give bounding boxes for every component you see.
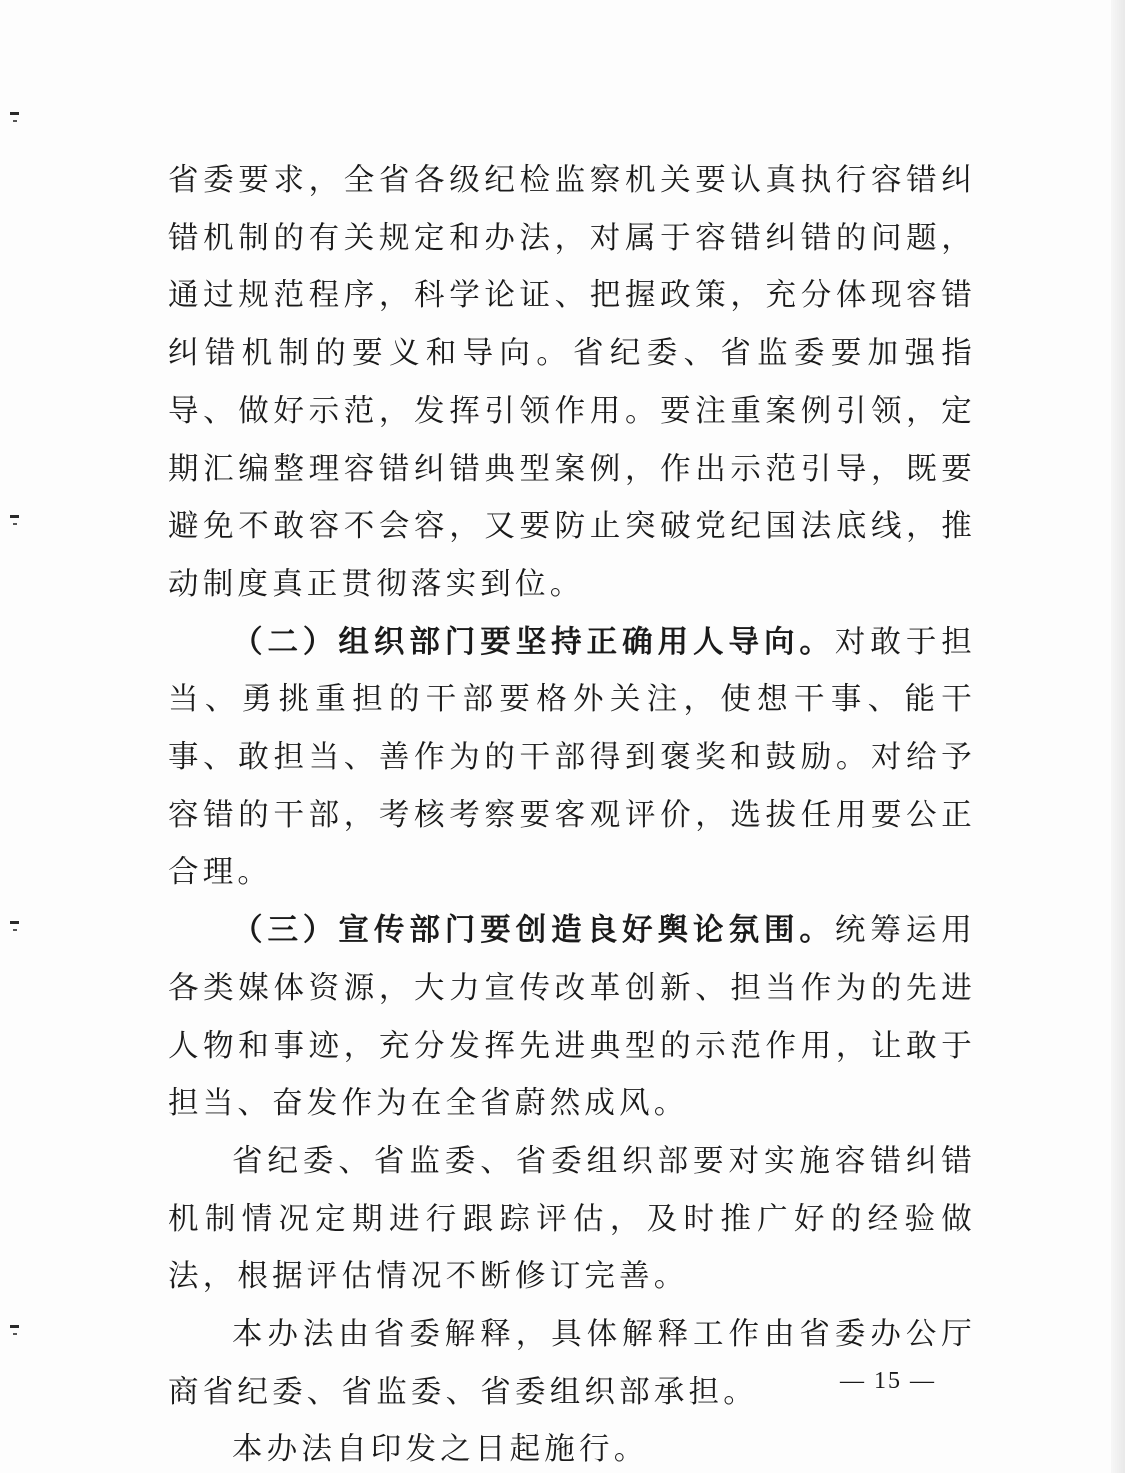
paragraph-text: 对敢于担当、勇挑重担的干部要格外关注，使想干事、能干事、敢担当、善作为的干部得到褒奖和鼓励。对给予容错的干部，考核考察要客观评价，选拔任用要公正合理。 [168,624,976,891]
paragraph-text: 统筹运用各类媒体资源，大力宣传改革创新、担当作为的先进人物和事迹，充分发挥先进典型的示范作用，让敢于担当、奋发作为在全省蔚然成风。 [168,913,976,1122]
page-number: — 15 — [840,1368,936,1394]
paragraph-continuation [168,152,976,614]
paragraph-interpretation [168,1306,976,1421]
paragraph-text: 本办法自印发之日起施行。 [232,1432,649,1468]
paragraph-organization-dept [168,614,976,903]
section-heading: （三）宣传部门要创造良好舆论氛围。 [232,913,835,949]
paragraph-text: 省纪委、省监委、省委组织部要对实施容错纠错机制情况定期进行跟踪评估，及时推广好的经验做法，根据评估情况不断修订完善。 [168,1143,976,1295]
binding-hole-mark [10,112,19,124]
section-heading: （二）组织部门要坚持正确用人导向。 [232,624,835,660]
binding-hole-mark [10,515,19,527]
paragraph-text: 省委要求，全省各级纪检监察机关要认真执行容错纠错机制的有关规定和办法，对属于容错纠错的问题，通过规范程序，科学论证、把握政策，充分体现容错纠错机制的要义和导向。省纪委、省监委要加强指导、做好示范，发挥引领作用。要注重案例引领，定期汇编整理容错纠错典型案例，作出示范引导，既要避免不敢容不会容，又要防止突破党纪国法底线，推动制度真正贯彻落实到位。 [168,163,976,602]
paragraph-publicity-dept [168,902,976,1133]
paragraph-evaluation [168,1133,976,1306]
document-body [168,152,976,1479]
binding-hole-mark [10,921,19,933]
paragraph-effective-date [168,1421,976,1479]
page-edge-shadow [1111,0,1125,1473]
paragraph-text: 本办法由省委解释，具体解释工作由省委办公厅商省纪委、省监委、省委组织部承担。 [168,1317,976,1410]
binding-hole-mark [10,1325,19,1337]
